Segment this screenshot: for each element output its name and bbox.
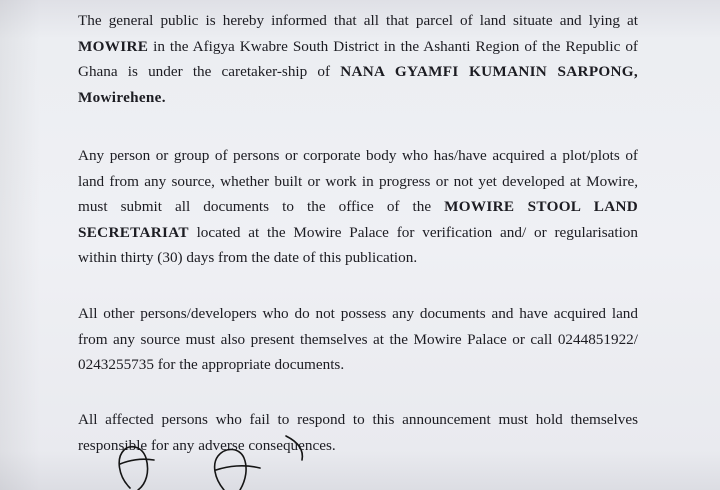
paper-shadow [0,0,40,490]
p2-text-start: Any person or group of persons or corporate body who has/have acquired a plot/plots of land from any source, whether built or work in progress or not yet developed at Mowire, must submit all documents to the office of the [78,147,638,215]
place-name: MOWIRE [78,37,149,55]
p2-text-end: located at the Mowire Palace for verification and/ or regularisation within thirty (30) days from the date of this publication. [78,223,638,266]
paragraph-warning: All affected persons who fail to respond to this announcement must hold themselves responsible for any adverse consequences. [78,411,638,454]
chief-name: NANA GYAMFI KUMANIN SARPONG, Mowirehene. [78,63,638,106]
p1-text-middle: in the Afigya Kwabre South District in the Ashanti Region of the Republic of Ghana is under the caretaker-ship of [78,37,638,80]
paragraph-no-documents: All other persons/developers who do not possess any documents and have acquired land from any source must also present themselves at the Mowire Palace or call 0244851922/ 0243255735 for the appropriate documents. [78,305,638,373]
p1-text-start: The general public is hereby informed that all that parcel of land situate and lying at [78,12,638,29]
handwritten-signature [108,428,338,490]
office-name: MOWIRE STOOL LAND SECRETARIAT [78,198,638,241]
paragraph-caretakership [78,8,638,110]
paragraph-submit-documents [78,143,638,271]
